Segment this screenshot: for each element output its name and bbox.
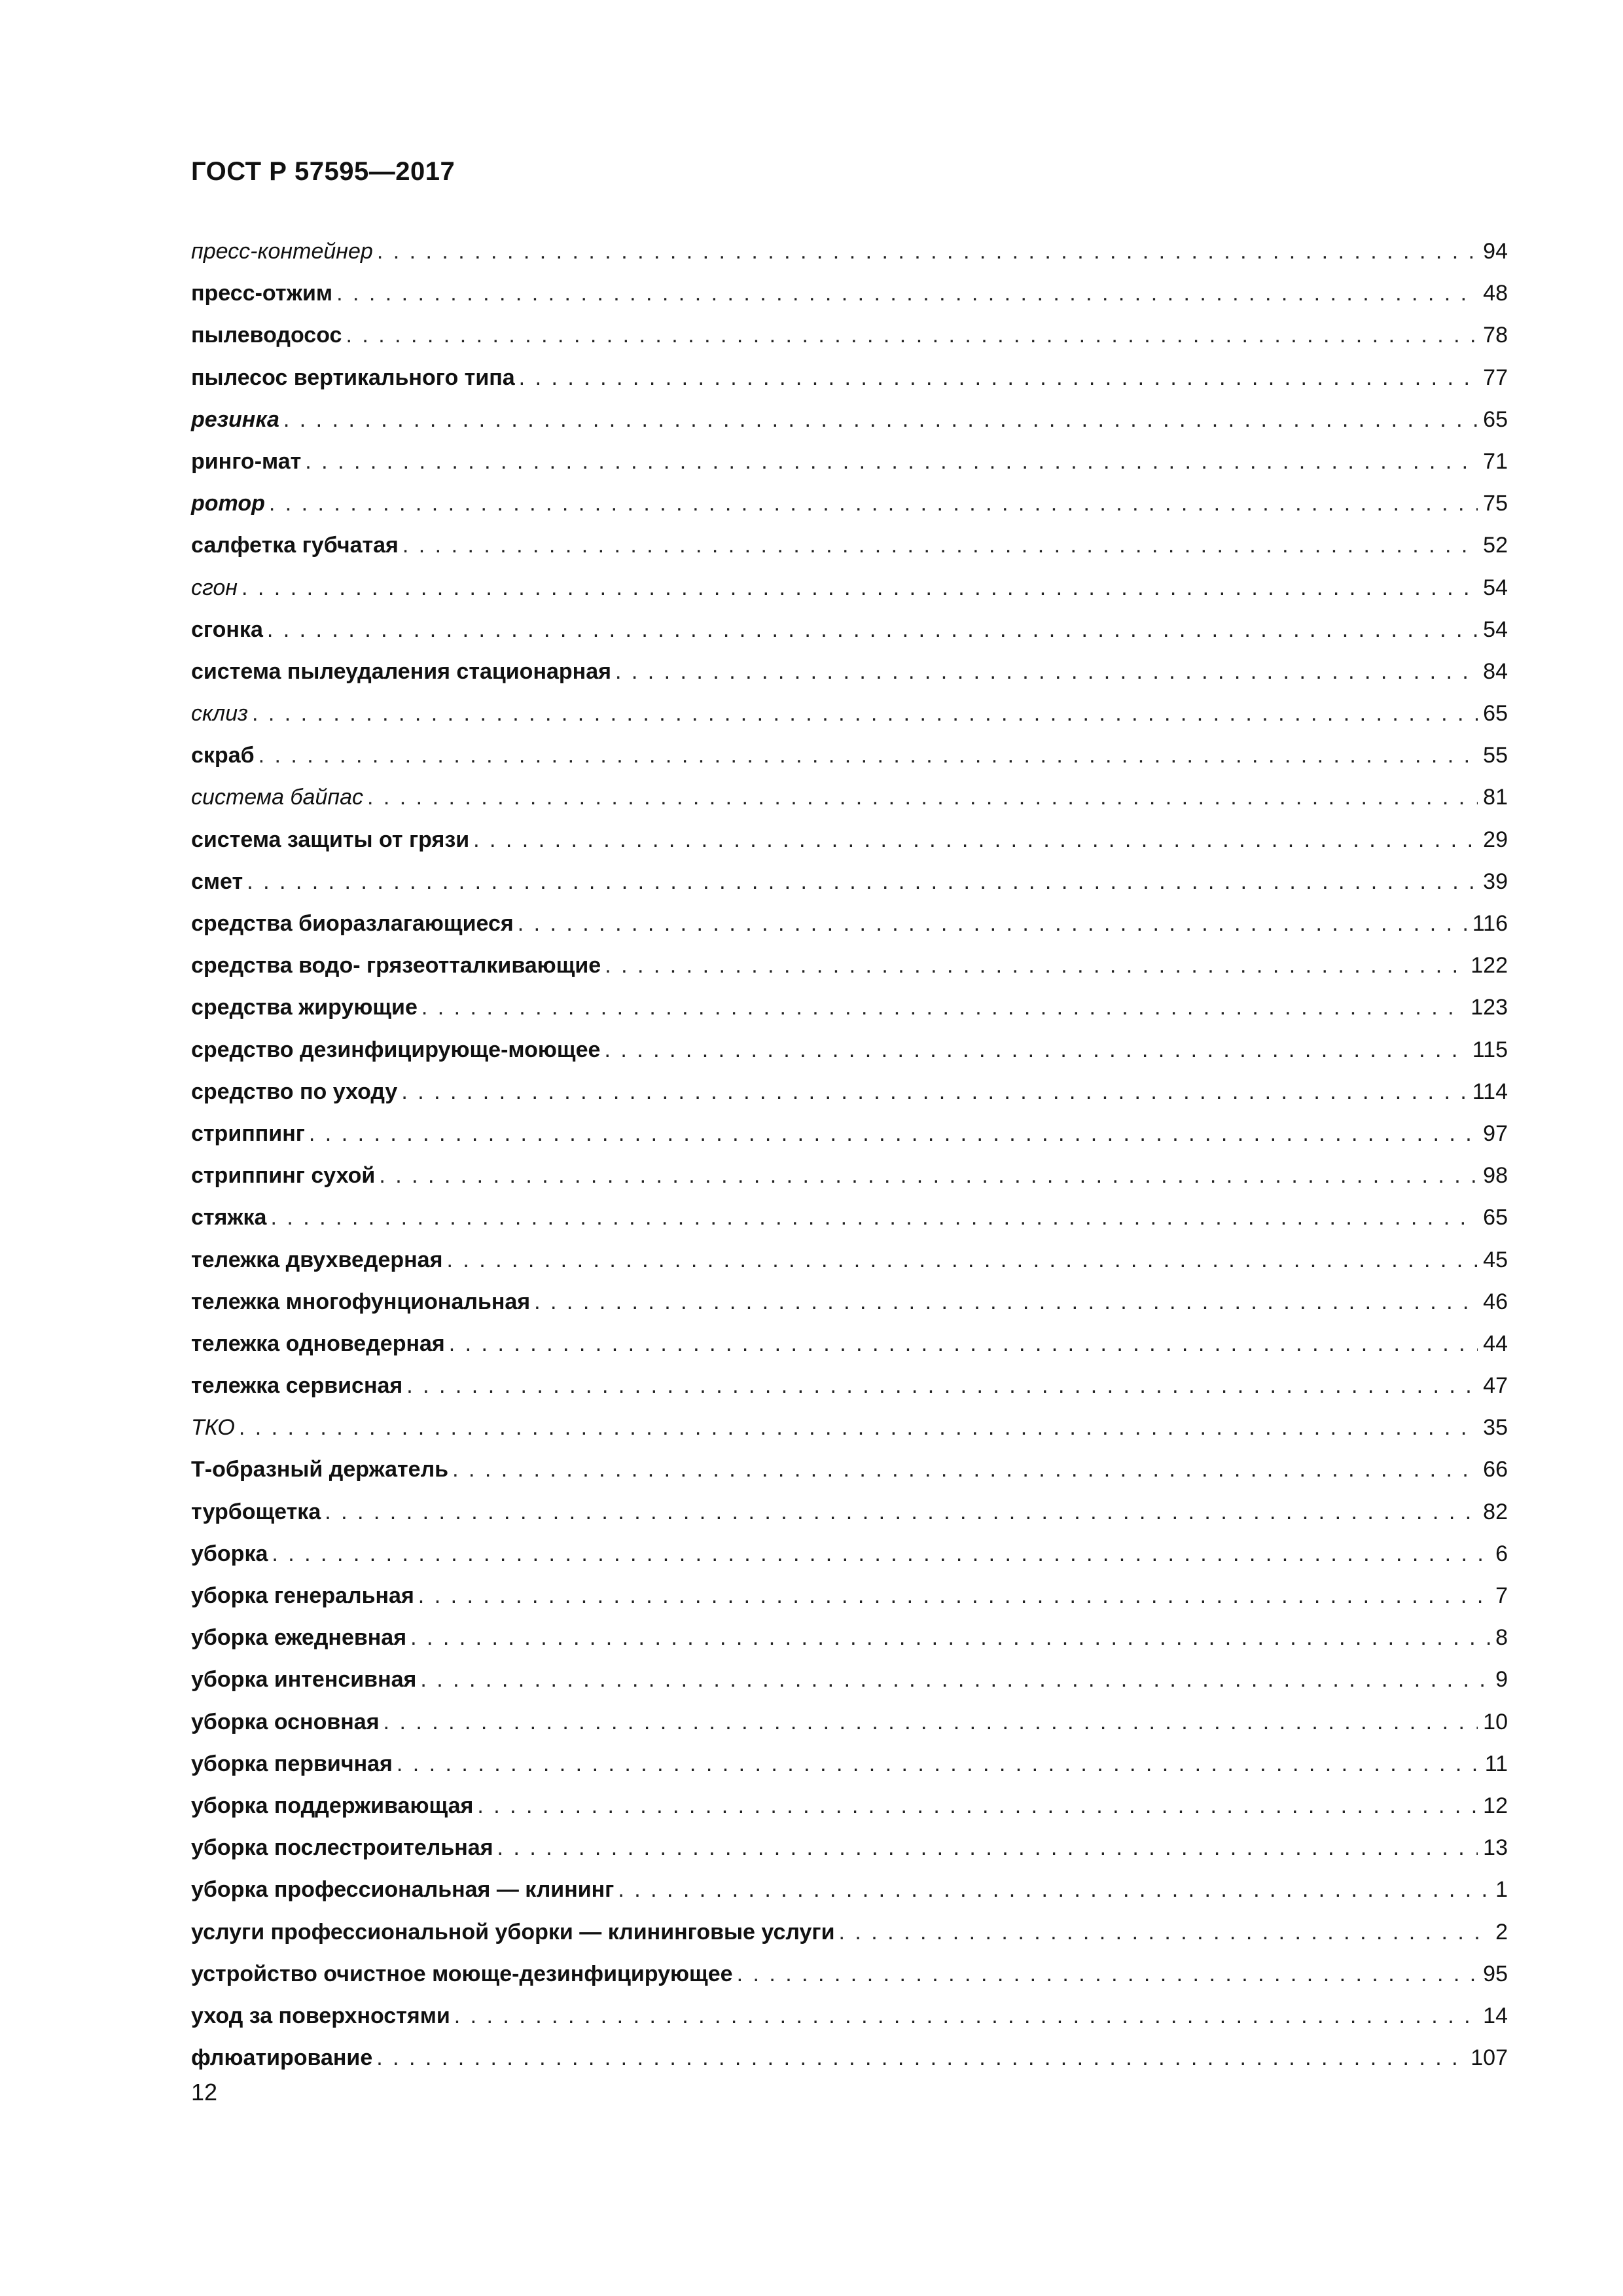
index-entry bbox=[191, 819, 1508, 861]
index-page-reference: 54 bbox=[1483, 575, 1508, 600]
dot-leader bbox=[618, 1869, 1490, 1910]
index-term: скраб bbox=[191, 743, 255, 768]
index-entry bbox=[191, 1785, 1508, 1827]
index-term: тележка многофунциональная bbox=[191, 1289, 531, 1314]
index-term: пылеводосос bbox=[191, 323, 342, 348]
index-term: уборка первичная bbox=[191, 1751, 393, 1776]
index-page-reference: 84 bbox=[1483, 658, 1508, 684]
index-entry bbox=[191, 734, 1508, 776]
dot-leader bbox=[839, 1911, 1491, 1953]
index-page-reference: 75 bbox=[1483, 491, 1508, 516]
dot-leader bbox=[402, 524, 1478, 566]
index-entry bbox=[191, 1448, 1508, 1490]
dot-leader bbox=[454, 1995, 1478, 2037]
index-term: салфетка губчатая bbox=[191, 533, 399, 558]
dot-leader bbox=[410, 1617, 1490, 1659]
index-entry bbox=[191, 567, 1508, 609]
index-entry bbox=[191, 1995, 1508, 2037]
index-page-reference: 66 bbox=[1483, 1457, 1508, 1482]
index-entry bbox=[191, 861, 1508, 903]
dot-leader bbox=[270, 1196, 1478, 1238]
dot-leader bbox=[519, 357, 1478, 399]
index-page-reference: 54 bbox=[1483, 617, 1508, 642]
index-term: стяжка bbox=[191, 1205, 267, 1230]
index-term: пресс-контейнер bbox=[191, 239, 373, 264]
index-entry bbox=[191, 399, 1508, 440]
dot-leader bbox=[239, 1407, 1478, 1448]
index-page-reference: 82 bbox=[1483, 1499, 1508, 1524]
index-page-reference: 65 bbox=[1483, 1205, 1508, 1230]
document-code-header: ГОСТ Р 57595—2017 bbox=[191, 157, 455, 186]
dot-leader bbox=[267, 609, 1478, 651]
index-term: уборка поддерживающая bbox=[191, 1793, 474, 1818]
dot-leader bbox=[241, 567, 1478, 609]
index-term: резинка bbox=[191, 406, 279, 432]
dot-leader bbox=[401, 1071, 1467, 1113]
index-entry bbox=[191, 903, 1508, 944]
index-entry bbox=[191, 2037, 1508, 2079]
dot-leader bbox=[305, 440, 1478, 482]
index-entry bbox=[191, 1323, 1508, 1365]
index-page-reference: 45 bbox=[1483, 1247, 1508, 1272]
dot-leader bbox=[406, 1365, 1478, 1407]
dot-leader bbox=[379, 1155, 1478, 1196]
index-page-reference: 81 bbox=[1483, 785, 1508, 810]
index-entry bbox=[191, 1533, 1508, 1575]
index-entry bbox=[191, 1575, 1508, 1617]
page-number: 12 bbox=[191, 2079, 218, 2106]
index-entry bbox=[191, 609, 1508, 651]
index-page-reference: 44 bbox=[1483, 1331, 1508, 1356]
index-entry bbox=[191, 692, 1508, 734]
dot-leader bbox=[283, 399, 1478, 440]
index-term: ТКО bbox=[191, 1415, 235, 1441]
index-page-reference: 10 bbox=[1483, 1709, 1508, 1734]
index-entry bbox=[191, 1491, 1508, 1533]
index-entry bbox=[191, 1365, 1508, 1407]
index-entry bbox=[191, 1911, 1508, 1953]
index-term: Т-образный держатель bbox=[191, 1457, 449, 1482]
index-page-reference: 14 bbox=[1483, 2003, 1508, 2028]
index-term: средство по уходу bbox=[191, 1079, 398, 1104]
index-entry bbox=[191, 1827, 1508, 1869]
dot-leader bbox=[737, 1953, 1478, 1995]
index-page-reference: 77 bbox=[1483, 365, 1508, 390]
index-entry bbox=[191, 482, 1508, 524]
index-term: тележка двухведерная bbox=[191, 1247, 443, 1272]
index-page-reference: 97 bbox=[1483, 1121, 1508, 1146]
index-page-reference: 116 bbox=[1472, 911, 1508, 936]
dot-leader bbox=[615, 651, 1478, 692]
dot-leader bbox=[452, 1448, 1478, 1490]
index-term: система защиты от грязи bbox=[191, 827, 470, 852]
index-term: средство дезинфицирующе-моющее bbox=[191, 1037, 601, 1062]
index-page-reference: 12 bbox=[1483, 1793, 1508, 1818]
index-page-reference: 65 bbox=[1483, 406, 1508, 432]
index-entry bbox=[191, 1071, 1508, 1113]
dot-leader bbox=[367, 776, 1478, 818]
index-term: средства биоразлагающиеся bbox=[191, 911, 514, 936]
index-entry bbox=[191, 1281, 1508, 1323]
index-page-reference: 107 bbox=[1471, 2045, 1508, 2071]
index-term: ротор bbox=[191, 491, 265, 516]
index-term: тележка сервисная bbox=[191, 1373, 403, 1399]
dot-leader bbox=[421, 986, 1465, 1028]
index-page-reference: 39 bbox=[1483, 869, 1508, 894]
dot-leader bbox=[269, 482, 1478, 524]
index-entry bbox=[191, 1953, 1508, 1995]
index-entry bbox=[191, 1743, 1508, 1785]
index-page-reference: 122 bbox=[1471, 953, 1508, 978]
index-page-reference: 98 bbox=[1483, 1163, 1508, 1189]
index-entry bbox=[191, 986, 1508, 1028]
index-term: система байпас bbox=[191, 785, 363, 810]
dot-leader bbox=[376, 2037, 1465, 2079]
dot-leader bbox=[418, 1575, 1490, 1617]
index-page-reference: 114 bbox=[1472, 1079, 1508, 1104]
index-page-reference: 48 bbox=[1483, 281, 1508, 306]
index-entry bbox=[191, 1029, 1508, 1071]
index-term: тележка одноведерная bbox=[191, 1331, 445, 1356]
index-entry bbox=[191, 357, 1508, 399]
dot-leader bbox=[377, 230, 1478, 272]
index-entry bbox=[191, 230, 1508, 272]
dot-leader bbox=[346, 314, 1478, 356]
dot-leader bbox=[259, 734, 1478, 776]
index-entry bbox=[191, 651, 1508, 692]
index-term: уход за поверхностями bbox=[191, 2003, 450, 2028]
dot-leader bbox=[247, 861, 1478, 903]
dot-leader bbox=[497, 1827, 1478, 1869]
index-term: система пылеудаления стационарная bbox=[191, 658, 611, 684]
index-page-reference: 71 bbox=[1483, 448, 1508, 474]
dot-leader bbox=[534, 1281, 1478, 1323]
index-entry bbox=[191, 440, 1508, 482]
index-term: смет bbox=[191, 869, 243, 894]
dot-leader bbox=[383, 1701, 1478, 1743]
index-entry bbox=[191, 1869, 1508, 1910]
dot-leader bbox=[605, 944, 1465, 986]
dot-leader bbox=[397, 1743, 1480, 1785]
index-entry bbox=[191, 1659, 1508, 1700]
index-entry bbox=[191, 1155, 1508, 1196]
index-entry bbox=[191, 1239, 1508, 1281]
index-term: устройство очистное моюще-дезинфицирующее bbox=[191, 1961, 733, 1986]
index-term: уборка послестроительная bbox=[191, 1835, 493, 1861]
index-page-reference: 7 bbox=[1495, 1583, 1508, 1608]
index-entry bbox=[191, 1407, 1508, 1448]
dot-leader bbox=[477, 1785, 1478, 1827]
index-page-reference: 65 bbox=[1483, 701, 1508, 726]
index-page-reference: 13 bbox=[1483, 1835, 1508, 1861]
index-entry bbox=[191, 1701, 1508, 1743]
dot-leader bbox=[518, 903, 1467, 944]
index-term: уборка профессиональная — клининг bbox=[191, 1877, 615, 1903]
index-page-reference: 6 bbox=[1495, 1541, 1508, 1566]
index-term: турбощетка bbox=[191, 1499, 321, 1524]
index-term: уборка генеральная bbox=[191, 1583, 414, 1608]
index-term: уборка bbox=[191, 1541, 268, 1566]
index-term: средства жирующие bbox=[191, 995, 418, 1020]
index-page-reference: 1 bbox=[1495, 1877, 1508, 1903]
index-term: ринго-мат bbox=[191, 448, 302, 474]
index-entry bbox=[191, 1196, 1508, 1238]
dot-leader bbox=[449, 1323, 1478, 1365]
dot-leader bbox=[325, 1491, 1478, 1533]
dot-leader bbox=[446, 1239, 1478, 1281]
index-term: уборка ежедневная bbox=[191, 1625, 407, 1651]
index-entry bbox=[191, 944, 1508, 986]
index-page-reference: 2 bbox=[1495, 1919, 1508, 1945]
index-entry bbox=[191, 314, 1508, 356]
index-term: сгон bbox=[191, 575, 238, 600]
index-term: уборка интенсивная bbox=[191, 1667, 417, 1693]
index-term: средства водо- грязеотталкивающие bbox=[191, 953, 601, 978]
index-page-reference: 46 bbox=[1483, 1289, 1508, 1314]
index-term: стриппинг bbox=[191, 1121, 305, 1146]
index-page-reference: 29 bbox=[1483, 827, 1508, 852]
index-term: стриппинг сухой bbox=[191, 1163, 376, 1189]
index-page-reference: 35 bbox=[1483, 1415, 1508, 1441]
index-entry bbox=[191, 776, 1508, 818]
dot-leader bbox=[309, 1113, 1478, 1155]
index-page-reference: 47 bbox=[1483, 1373, 1508, 1399]
index-page-reference: 115 bbox=[1472, 1037, 1508, 1062]
index-entry bbox=[191, 272, 1508, 314]
index-term: пресс-отжим bbox=[191, 281, 333, 306]
dot-leader bbox=[272, 1533, 1490, 1575]
index-entry bbox=[191, 524, 1508, 566]
index-page-reference: 95 bbox=[1483, 1961, 1508, 1986]
dot-leader bbox=[336, 272, 1478, 314]
index-page-reference: 78 bbox=[1483, 323, 1508, 348]
index-page-reference: 94 bbox=[1483, 239, 1508, 264]
index-term: склиз bbox=[191, 701, 248, 726]
index-term: сгонка bbox=[191, 617, 263, 642]
index-page-reference: 9 bbox=[1495, 1667, 1508, 1693]
index-term: уборка основная bbox=[191, 1709, 380, 1734]
index-entry bbox=[191, 1617, 1508, 1659]
index-page-reference: 52 bbox=[1483, 533, 1508, 558]
dot-leader bbox=[252, 692, 1478, 734]
alphabetical-term-index bbox=[191, 230, 1508, 2079]
index-entry bbox=[191, 1113, 1508, 1155]
index-term: флюатирование bbox=[191, 2045, 373, 2071]
index-page-reference: 55 bbox=[1483, 743, 1508, 768]
dot-leader bbox=[473, 819, 1478, 861]
index-page-reference: 11 bbox=[1484, 1751, 1508, 1776]
index-page-reference: 8 bbox=[1495, 1625, 1508, 1651]
dot-leader bbox=[420, 1659, 1490, 1700]
index-page-reference: 123 bbox=[1471, 995, 1508, 1020]
index-term: пылесос вертикального типа bbox=[191, 365, 515, 390]
dot-leader bbox=[604, 1029, 1467, 1071]
index-term: услуги профессиональной уборки — клининговые услуги bbox=[191, 1919, 835, 1945]
